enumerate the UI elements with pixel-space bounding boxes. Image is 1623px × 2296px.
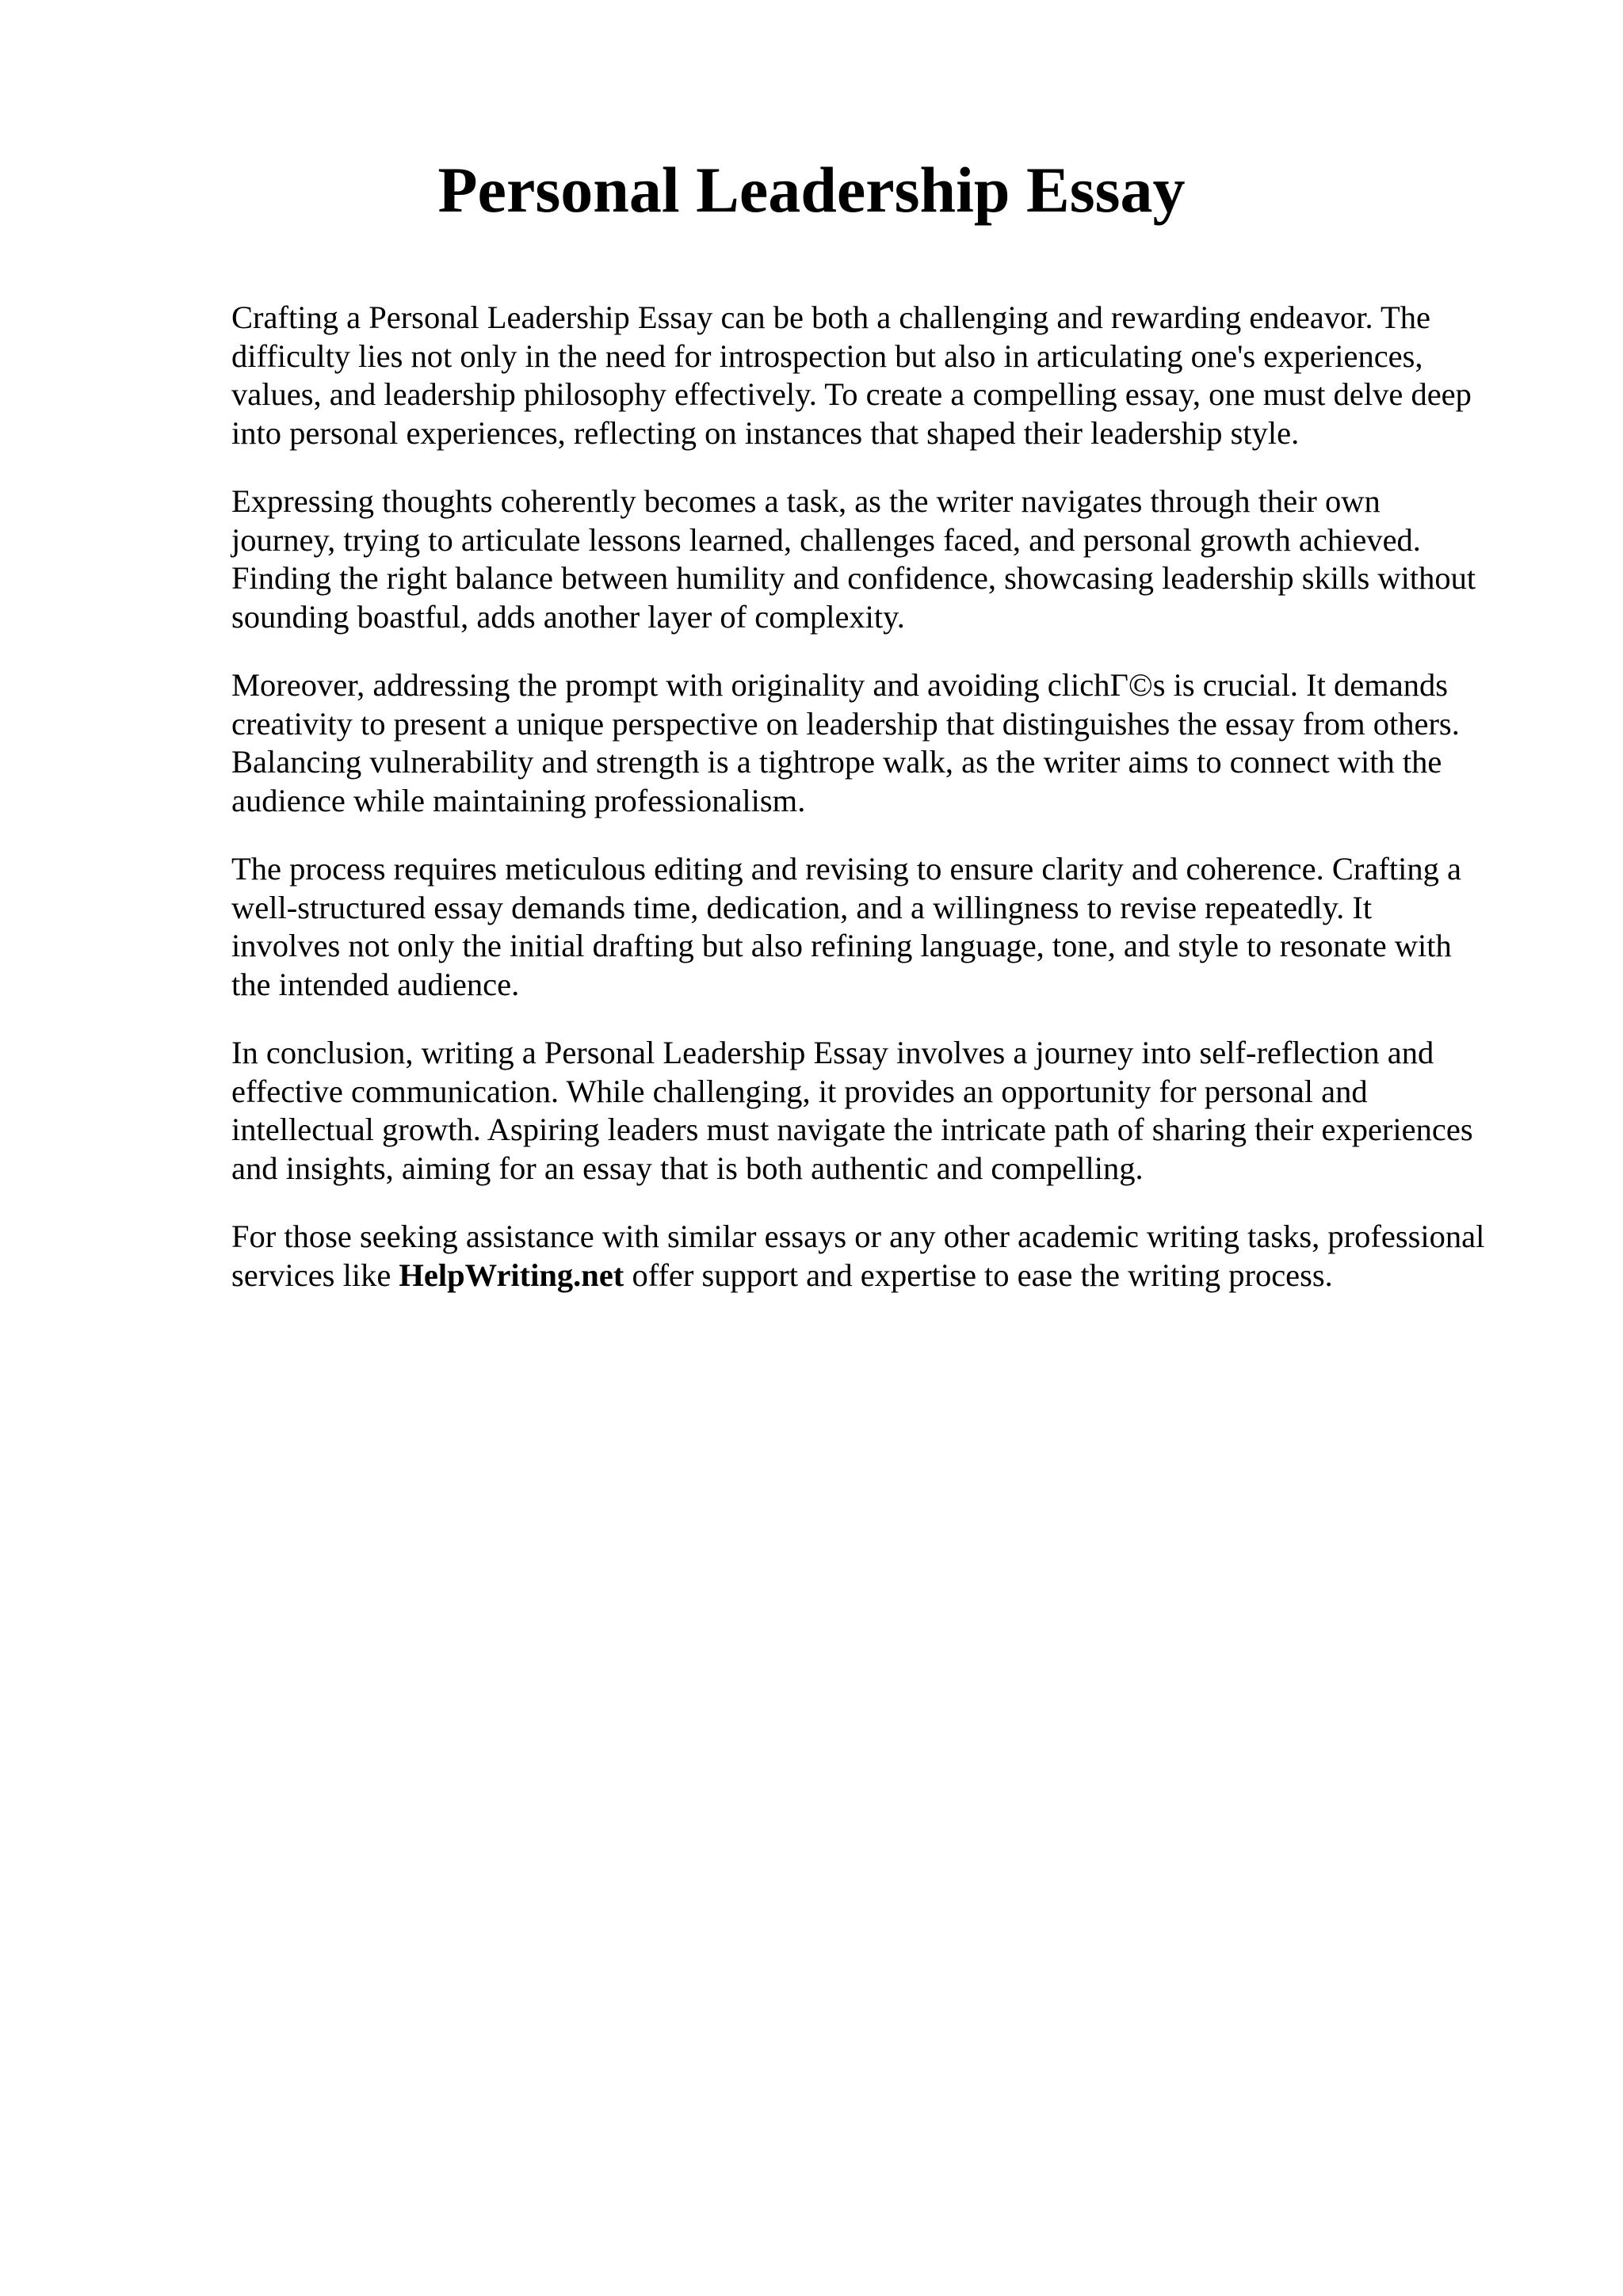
text-line: Balancing vulnerability and strength is a tightrope walk, as the writer aims to connect with the — [231, 744, 1442, 780]
text-line — [231, 1257, 1531, 1295]
text-line: sounding boastful, adds another layer of complexity. — [231, 598, 905, 635]
text-line: creativity to present a unique perspective on leadership that distinguishes the essay from others. — [231, 705, 1460, 742]
text-line: Moreover, addressing the prompt with originality and avoiding clichΓ©s is crucial. It demands — [231, 667, 1448, 703]
text-line: intellectual growth. Aspiring leaders must navigate the intricate path of sharing their experiences — [231, 1112, 1473, 1147]
text-line: For those seeking assistance with similar essays or any other academic writing tasks, professional — [231, 1219, 1485, 1254]
paragraph-2 — [231, 482, 1531, 636]
text-line: Crafting a Personal Leadership Essay can be both a challenging and rewarding endeavor. The — [231, 299, 1430, 335]
brand-name: HelpWriting.net — [399, 1257, 624, 1293]
page-title: Personal Leadership Essay — [437, 154, 1186, 226]
text-line: audience while maintaining professionalism. — [231, 782, 806, 818]
text-line: journey, trying to articulate lessons learned, challenges faced, and personal growth achieved. — [231, 521, 1421, 558]
closing-paragraph — [231, 1218, 1531, 1295]
text-line: well-structured essay demands time, dedication, and a willingness to revise repeatedly. It — [231, 889, 1373, 925]
text-line: difficulty lies not only in the need for introspection but also in articulating one's experiences, — [231, 338, 1423, 374]
text-line: involves not only the initial drafting but also refining language, tone, and style to resonate with — [231, 928, 1452, 963]
paragraph-1 — [231, 299, 1531, 452]
text-line: the intended audience. — [231, 966, 520, 1002]
paragraph-5 — [231, 1034, 1531, 1188]
text-line: Finding the right balance between humility and confidence, showcasing leadership skills without — [231, 560, 1476, 596]
essay-body — [231, 299, 1531, 1325]
closing-suffix: offer support and expertise to ease the writing process. — [624, 1257, 1333, 1293]
text-line: values, and leadership philosophy effectively. To create a compelling essay, one must delve deep — [231, 376, 1472, 412]
paragraph-4 — [231, 850, 1531, 1004]
closing-prefix: services like — [231, 1257, 399, 1293]
text-line: Expressing thoughts coherently becomes a task, as the writer navigates through their own — [231, 483, 1381, 519]
text-line: In conclusion, writing a Personal Leadership Essay involves a journey into self-reflection and — [231, 1035, 1434, 1070]
paragraph-3 — [231, 666, 1531, 820]
text-line: and insights, aiming for an essay that is both authentic and compelling. — [231, 1150, 1144, 1186]
text-line: into personal experiences, reflecting on instances that shaped their leadership style. — [231, 414, 1300, 451]
text-line: The process requires meticulous editing and revising to ensure clarity and coherence. Crafting a — [231, 851, 1461, 887]
text-line: effective communication. While challenging, it provides an opportunity for personal and — [231, 1073, 1368, 1109]
